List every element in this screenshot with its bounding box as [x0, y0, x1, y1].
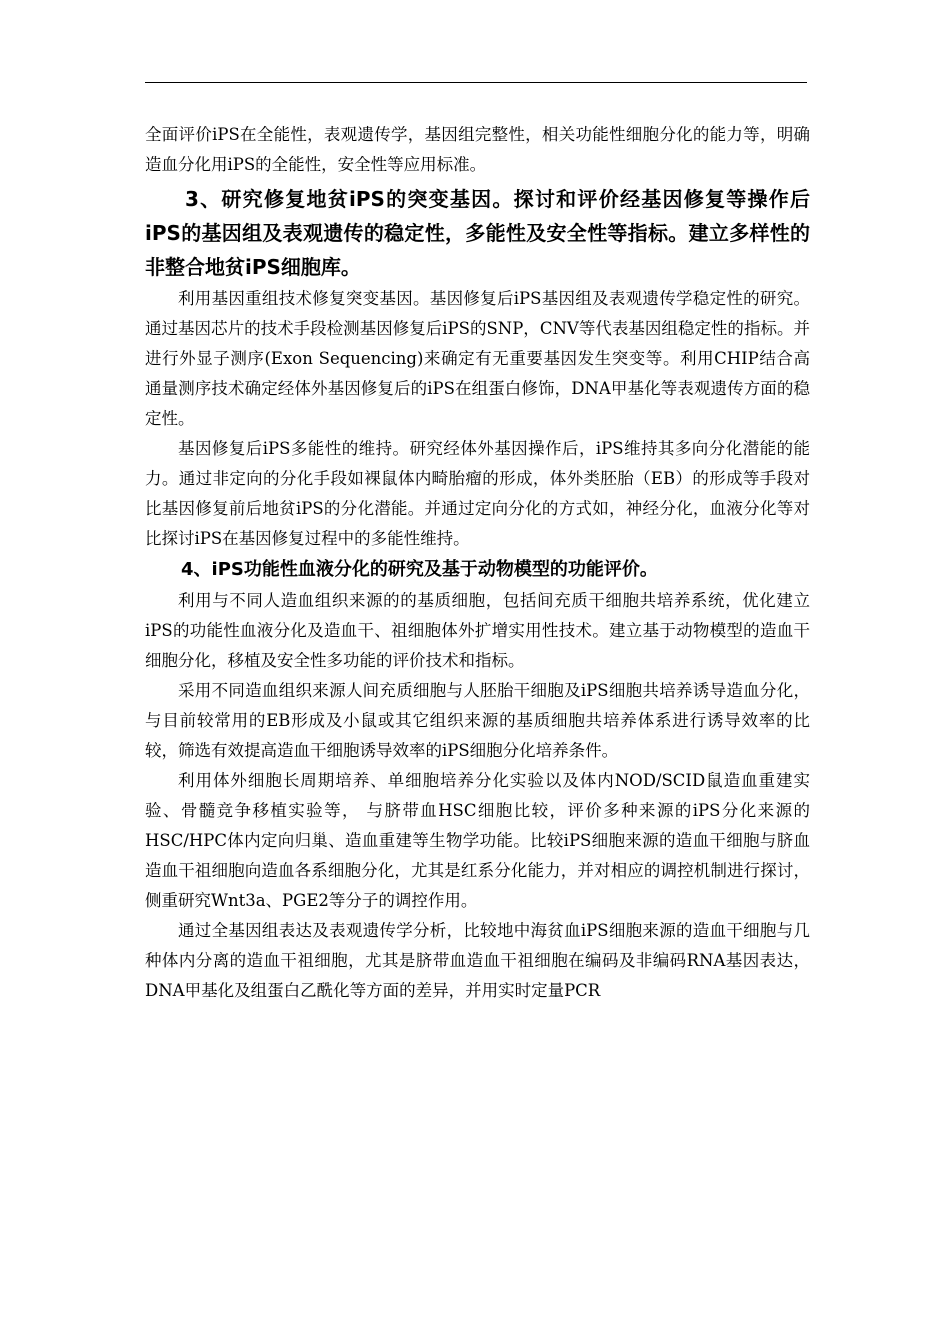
paragraph-stromal-cells: 利用与不同人造血组织来源的的基质细胞，包括间充质干细胞共培养系统，优化建立iPS的功能性血液分化及造血干、祖细胞体外扩增实用性技术。建立基于动物模型的造血干细胞分化，移植及安全性多功能的评价技术和指标。 — [145, 591, 810, 670]
paragraph-gene-repair: 利用基因重组技术修复突变基因。基因修复后iPS基因组及表观遗传学稳定性的研究。通过基因芯片的技术手段检测基因修复后iPS的SNP，CNV等代表基因组稳定性的指标。并进行外显子测序(Exon Sequencing)来确定有无重要基因发生突变等。利用CHIP结合高通量测序技术确定经体外基因修复后的iPS在组蛋白修饰，DNA甲基化等表观遗传方面的稳定性。 — [145, 289, 810, 428]
document-body — [145, 120, 810, 1006]
paragraph-pluripotency: 基因修复后iPS多能性的维持。研究经体外基因操作后，iPS维持其多向分化潜能的能力。通过非定向的分化手段如裸鼠体内畸胎瘤的形成，体外类胚胎（EB）的形成等手段对比基因修复前后地贫iPS的分化潜能。并通过定向分化的方式如，神经分化，血液分化等对比探讨iPS在基因修复过程中的多能性维持。 — [145, 439, 810, 548]
paragraph-in-vivo: 利用体外细胞长周期培养、单细胞培养分化实验以及体内NOD/SCID鼠造血重建实验、骨髓竞争移植实验等， 与脐带血HSC细胞比较，评价多种来源的iPS分化来源的HSC/HPC体内定向归巢、造血重建等生物学功能。比较iPS细胞来源的造血干细胞与脐血造血干祖细胞向造血各系细胞分化，尤其是红系分化能力，并对相应的调控机制进行探讨，侧重研究Wnt3a、PGE2等分子的调控作用。 — [145, 771, 810, 910]
paragraph-continuation: 全面评价iPS在全能性，表观遗传学，基因组完整性，相关功能性细胞分化的能力等，明确造血分化用iPS的全能性，安全性等应用标准。 — [145, 125, 810, 174]
section-heading-4: 4、iPS功能性血液分化的研究及基于动物模型的功能评价。 — [181, 559, 658, 580]
section-heading-3: 3、研究修复地贫iPS的突变基因。探讨和评价经基因修复等操作后iPS的基因组及表观遗传的稳定性，多能性及安全性等指标。建立多样性的非整合地贫iPS细胞库。 — [145, 187, 810, 279]
paragraph-coculture: 采用不同造血组织来源人间充质细胞与人胚胎干细胞及iPS细胞共培养诱导造血分化，与目前较常用的EB形成及小鼠或其它组织来源的基质细胞共培养体系进行诱导效率的比较，筛选有效提高造血干细胞诱导效率的iPS细胞分化培养条件。 — [145, 681, 810, 760]
paragraph-genome-analysis: 通过全基因组表达及表观遗传学分析，比较地中海贫血iPS细胞来源的造血干细胞与几种体内分离的造血干祖细胞，尤其是脐带血造血干祖细胞在编码及非编码RNA基因表达，DNA甲基化及组蛋白乙酰化等方面的差异，并用实时定量PCR — [145, 921, 810, 1000]
header-rule — [145, 82, 807, 83]
